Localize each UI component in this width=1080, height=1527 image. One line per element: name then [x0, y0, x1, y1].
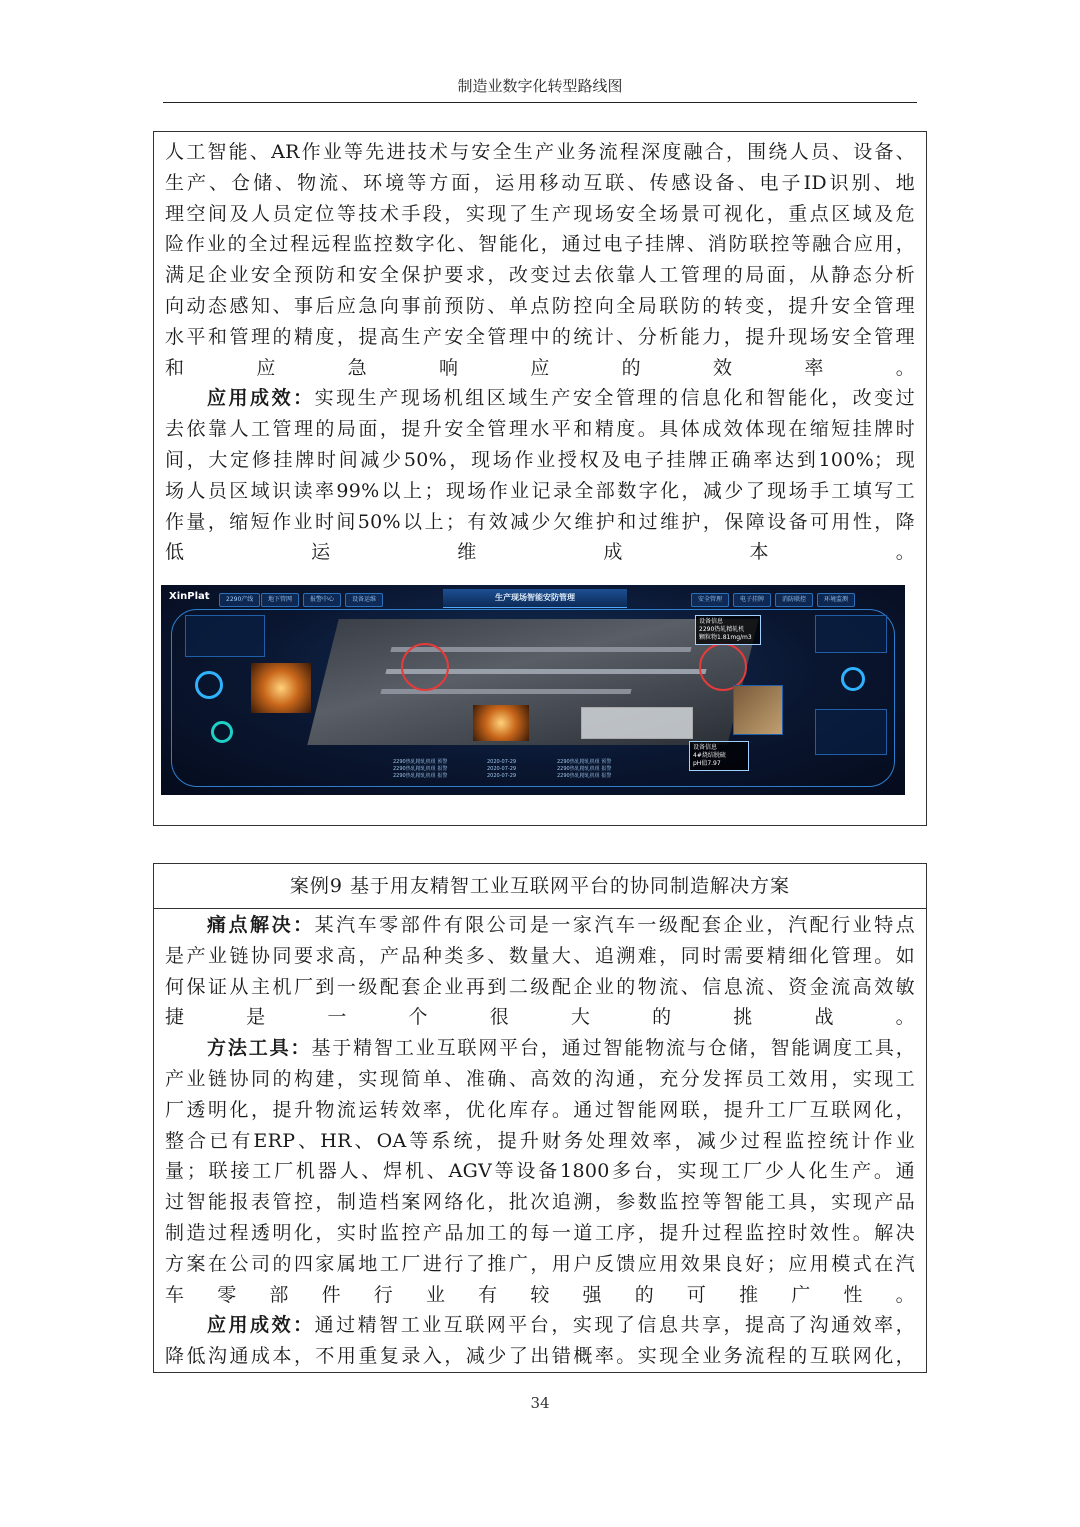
method-label: 方法工具： — [207, 1037, 312, 1060]
text-line: 是产业链协同要求高，产品种类多、数量大、追溯难，同时需要精细化管理。如 — [165, 944, 915, 967]
text-line: 过智能报表管控，制造档案网络化，批次追溯，参数监控等智能工具，实现产品 — [165, 1191, 915, 1214]
text-line: 低运维成本。 — [165, 541, 915, 564]
alarm-ring-icon — [699, 643, 747, 691]
text-line: 人工智能、AR作业等先进技术与安全生产业务流程深度融合，围绕人员、设备、 — [165, 141, 915, 163]
dash-tab: 设备运维 — [345, 593, 383, 607]
text-line: 满足企业安全预防和安全保护要求，改变过去依靠人工管理的局面，从静态分析 — [165, 264, 915, 287]
dashboard-logo: XinPlat — [169, 591, 210, 602]
alarm-list-right: 2290热轧精轧机组 预警 2290热轧精轧机组 报警 2290热轧精轧机组 报警 — [557, 759, 612, 779]
text-line: 厂透明化，提升物流运转效率，优化库存。通过智能网联，提升工厂互联网化， — [165, 1098, 915, 1121]
text-line: 方案在公司的四家属地工厂进行了推广，用户反馈应用效果良好；应用模式在汽 — [165, 1252, 915, 1275]
method-first-line: 方法工具：基于精智工业互联网平台，通过智能物流与仓储，智能调度工具， — [207, 1037, 915, 1060]
body-paragraph — [154, 137, 926, 568]
text-line: 制造过程透明化，实时监控产品加工的每一道工序，提升过程监控时效性。解决 — [165, 1221, 915, 1244]
furnace-camera-image — [473, 705, 529, 741]
effect-label: 应用成效： — [207, 1314, 315, 1337]
site-photo — [733, 685, 783, 735]
dash-tab: 报警中心 — [303, 593, 341, 607]
text-line: 场人员区域识读率99%以上；现场作业记录全部数字化，减少了现场手工填写工 — [165, 479, 915, 502]
case-box-continued — [153, 131, 927, 826]
dash-tab: 2290产线 — [219, 593, 260, 607]
gauge-icon — [195, 671, 223, 699]
globe-icon — [841, 667, 865, 691]
alarm-ring-icon — [401, 643, 449, 691]
gauge-icon — [211, 721, 233, 743]
text-line: 险作业的全过程远程监控数字化、智能化，通过电子挂牌、消防联控等融合应用， — [165, 233, 915, 256]
alarm-list-left: 2290热轧精轧机组 预警 2290热轧精轧机组 报警 2290热轧精轧机组 报警 — [393, 759, 448, 779]
effect-label: 应用成效： — [207, 387, 315, 410]
pain-label: 痛点解决： — [207, 914, 315, 936]
right-list-panel — [815, 709, 887, 755]
body-paragraph — [154, 910, 926, 1372]
text-line: 向动态感知、事后应急向事前预防、单点防控向全局联防的转变，提升安全管理 — [165, 294, 915, 317]
effect-first-line: 应用成效：实现生产现场机组区域生产安全管理的信息化和智能化，改变过 — [207, 387, 915, 410]
left-panel — [185, 615, 265, 657]
text-line: 去依靠人工管理的局面，提升安全管理水平和精度。具体成效体现在缩短挂牌时 — [165, 418, 915, 441]
text-line: 何保证从主机厂到一级配套企业再到二级配企业的物流、信息流、资金流高效敏 — [165, 975, 915, 998]
dashboard-title: 生产现场智能安防管理 — [443, 589, 627, 608]
page-number: 34 — [530, 1394, 550, 1412]
alarm-dates-left: 2020-07-29 2020-07-29 2020-07-29 — [487, 759, 517, 779]
text-line: 间，大定修挂牌时间减少50%，现场作业授权及电子挂牌正确率达到100%；现 — [165, 448, 915, 471]
dash-tab: 地下管网 — [261, 593, 299, 607]
dash-tab: 环境监测 — [817, 593, 855, 607]
text-line: 水平和管理的精度，提高生产安全管理中的统计、分析能力，提升现场安全管理 — [165, 325, 915, 348]
text-line: 捷是一个很大的挑战。 — [165, 1006, 915, 1029]
text-line: 理空间及人员定位等技术手段，实现了生产现场安全场景可视化，重点区域及危 — [165, 202, 915, 225]
text-line: 降低沟通成本，不用重复录入，减少了出错概率。实现全业务流程的互联网化， — [165, 1345, 915, 1368]
header-title: 制造业数字化转型路线图 — [457, 77, 623, 95]
text-line: 量；联接工厂机器人、焊机、AGV等设备1800多台，实现工厂少人化生产。通 — [165, 1160, 915, 1183]
text-line: 车零部件行业有较强的可推广性。 — [165, 1283, 915, 1306]
device-info-popup: 设备信息 4#烧结脱硫 pH值7.97 — [689, 741, 749, 771]
dash-tab: 消防联控 — [775, 593, 813, 607]
dash-tab: 安全管理 — [691, 593, 729, 607]
right-chart-panel — [815, 615, 887, 653]
case-box-9 — [153, 863, 927, 1373]
pain-first-line: 痛点解决：某汽车零部件有限公司是一家汽车一级配套企业，汽配行业特点 — [207, 914, 915, 936]
page-header — [163, 72, 917, 103]
text-line: 和应急响应的效率。 — [165, 356, 915, 379]
dash-tab: 电子挂牌 — [733, 593, 771, 607]
effect-first-line: 应用成效：通过精智工业互联网平台，实现了信息共享，提高了沟通效率， — [207, 1314, 915, 1337]
text-line: 生产、仓储、物流、环境等方面，运用移动互联、传感设备、电子ID识别、地 — [165, 171, 915, 194]
text-line: 整合已有ERP、HR、OA等系统，提升财务处理效率，减少过程监控统计作业 — [165, 1129, 915, 1152]
device-info-popup: 设备信息 2290热轧精轧机 颗粒物1.81mg/m3 — [695, 615, 761, 645]
text-line: 作量，缩短作业时间50%以上；有效减少欠维护和过维护，保障设备可用性，降 — [165, 510, 915, 533]
text-line: 产业链协同的构建，实现简单、准确、高效的沟通，充分发挥员工效用，实现工 — [165, 1067, 915, 1090]
building-block — [581, 707, 693, 739]
furnace-camera-image — [251, 663, 311, 713]
case-title: 案例9 基于用友精智工业互联网平台的协同制造解决方案 — [154, 864, 926, 909]
safety-dashboard-image — [161, 585, 905, 795]
